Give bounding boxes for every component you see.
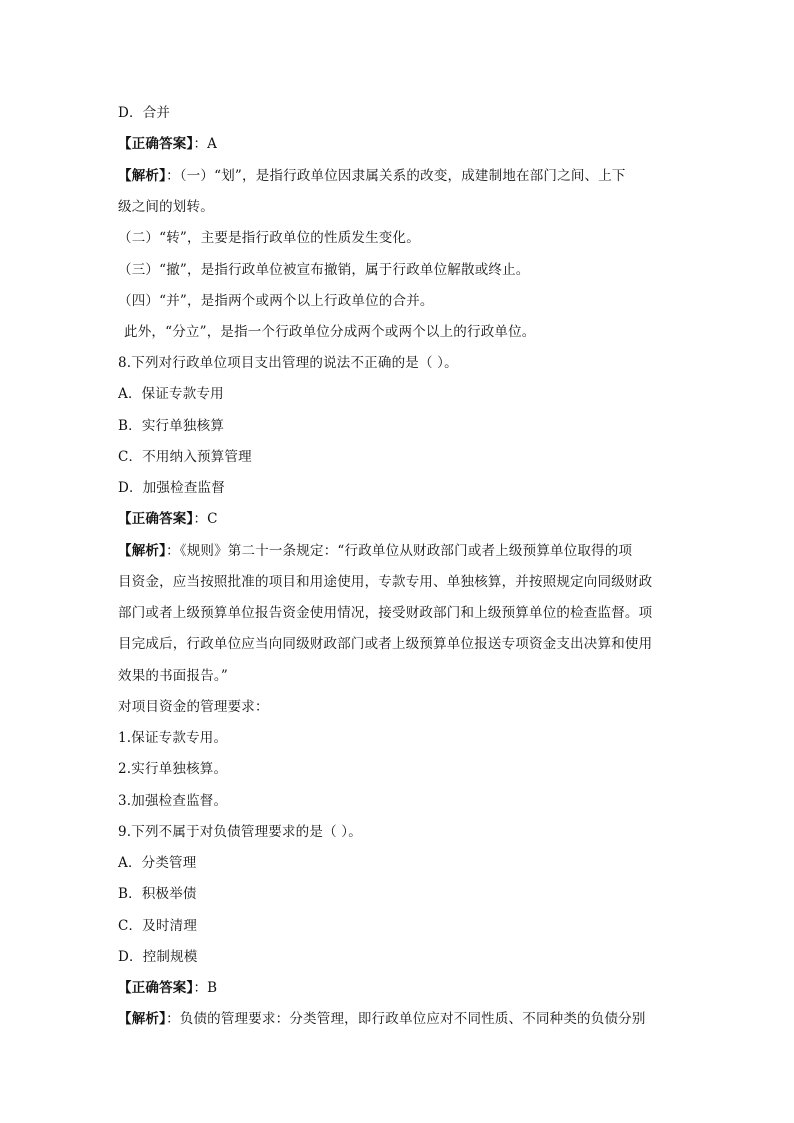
analysis-line-7-6: 此外，“分立”，是指一个行政单位分成两个或两个以上的行政单位。 bbox=[124, 324, 536, 340]
question-9-option-d: D．控制规模 bbox=[118, 949, 198, 965]
answer-line-9: 【正确答案】：B bbox=[118, 980, 218, 996]
option-d-merge: D．合并 bbox=[118, 105, 171, 121]
analysis-line-8-3: 部门或者上级预算单位报告资金使用情况，接受财政部门和上级预算单位的检查监督。项 bbox=[118, 605, 653, 621]
question-8: 8.下列对行政单位项目支出管理的说法不正确的是（ ）。 bbox=[118, 355, 458, 371]
question-8-option-d: D．加强检查监督 bbox=[118, 480, 225, 496]
requirement-2: 2.实行单独核算。 bbox=[118, 761, 228, 777]
question-9: 9.下列不属于对负债管理要求的是（ ）。 bbox=[118, 824, 362, 840]
project-fund-requirements-heading: 对项目资金的管理要求： bbox=[118, 699, 269, 715]
answer-line-7: 【正确答案】：A bbox=[118, 136, 218, 152]
question-9-option-b: B．积极举债 bbox=[118, 886, 197, 902]
requirement-1: 1.保证专款专用。 bbox=[118, 730, 228, 746]
question-9-option-c: C．及时清理 bbox=[118, 918, 198, 934]
analysis-line-7-5: （四）“并”，是指两个或两个以上行政单位的合并。 bbox=[118, 293, 434, 309]
analysis-line-8-2: 目资金，应当按照批准的项目和用途使用，专款专用、单独核算，并按照规定向同级财政 bbox=[118, 574, 653, 590]
requirement-3: 3.加强检查监督。 bbox=[118, 793, 228, 809]
analysis-line-7-4: （三）“撤”，是指行政单位被宣布撤销，属于行政单位解散或终止。 bbox=[118, 262, 530, 278]
question-8-option-a: A．保证专款专用 bbox=[118, 386, 224, 402]
analysis-line-9-1: 【解析】：负债的管理要求：分类管理，即行政单位应对不同性质、不同种类的负债分别 bbox=[118, 1011, 646, 1027]
answer-line-8: 【正确答案】：C bbox=[118, 511, 218, 527]
question-8-option-b: B．实行单独核算 bbox=[118, 418, 225, 434]
analysis-line-8-5: 效果的书面报告。” bbox=[118, 668, 228, 684]
analysis-line-8-1: 【解析】：《规则》第二十一条规定：“行政单位从财政部门或者上级预算单位取得的项 bbox=[118, 543, 633, 559]
question-8-option-c: C．不用纳入预算管理 bbox=[118, 449, 252, 465]
analysis-line-7-2: 级之间的划转。 bbox=[118, 199, 214, 215]
analysis-line-7-3: （二）“转”，主要是指行政单位的性质发生变化。 bbox=[118, 230, 420, 246]
analysis-line-8-4: 目完成后，行政单位应当向同级财政部门或者上级预算单位报送专项资金支出决算和使用 bbox=[118, 636, 653, 652]
question-9-option-a: A．分类管理 bbox=[118, 855, 197, 871]
analysis-line-7-1: 【解析】：（一）“划”，是指行政单位因隶属关系的改变，成建制地在部门之间、上下 bbox=[118, 168, 626, 184]
